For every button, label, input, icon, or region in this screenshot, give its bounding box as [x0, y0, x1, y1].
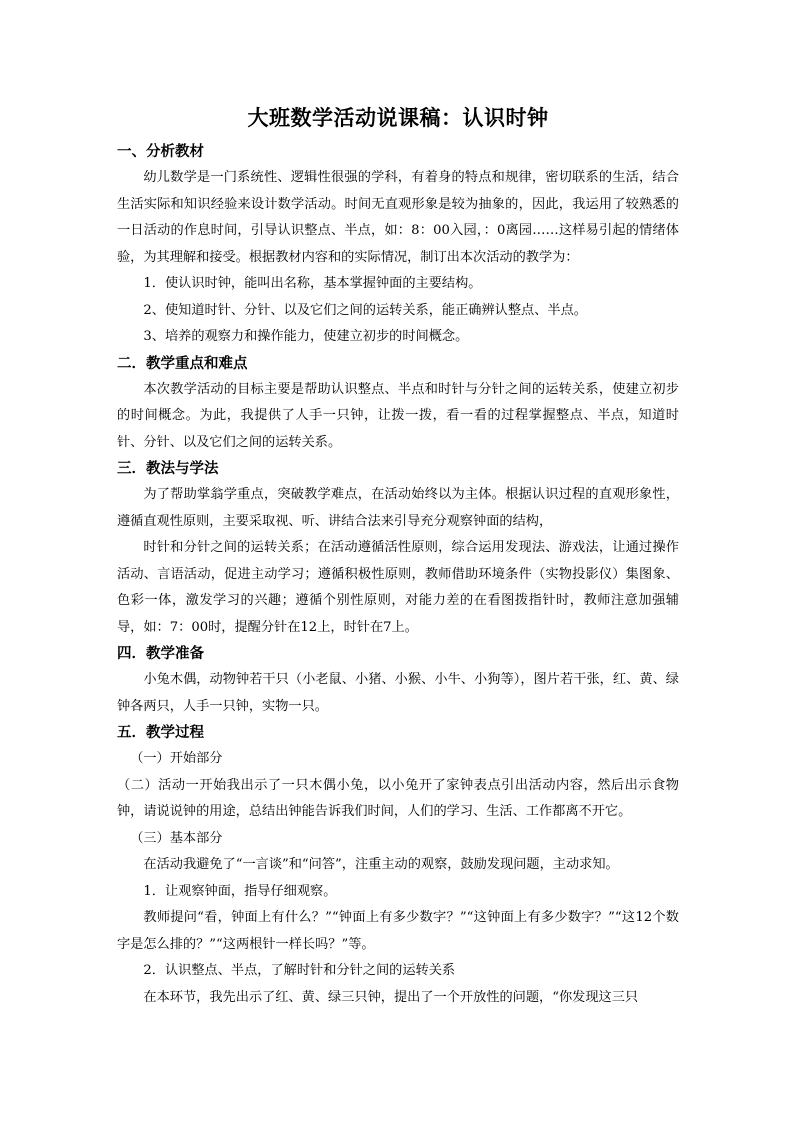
section-heading: 二．教学重点和难点 — [117, 354, 248, 372]
goal-item: 3、培养的观察力和操作能力，使建立初步的时间概念。 — [143, 329, 469, 344]
paragraph: （二）活动一开始我出示了一只木偶小兔，以小兔开了家钟表点引出活动内容，然后出示食物钟，请说说钟的用途，总结出钟能告诉我们时间，人们的学习、生活、工作都离不开它。 — [117, 777, 679, 819]
document-title: 大班数学活动说课稿：认识时钟 — [247, 105, 549, 130]
paragraph: 为了帮助掌翁学重点，突破教学难点，在活动始终以为主体。根据认识过程的直观形象性，遵循直观性原则，主要采取视、听、讲结合法来引导充分观察钟面的结构， — [117, 487, 679, 529]
section-key-points — [117, 351, 679, 457]
paragraph: 本次教学活动的目标主要是帮助认识整点、半点和时针与分针之间的运转关系，使建立初步的时间概念。为此，我提供了人手一只钟，让拨一拨，看一看的过程掌握整点、半点，知道时针、分针、以及它们之间的运转关系。 — [117, 381, 679, 450]
paragraph: 在本环节，我先出示了红、黄、绿三只钟，提出了一个开放性的问题，“你发现这三只 — [143, 989, 639, 1005]
subsection-label: （一）开始部分 — [130, 751, 223, 766]
section-methods — [117, 456, 679, 641]
paragraph: 小兔木偶，动物钟若干只（小老鼠、小猪、小猴、小牛、小狗等），图片若干张，红、黄、绿钟各两只，人手一只钟，实物一只。 — [117, 672, 679, 714]
paragraph: 幼儿数学是一门系统性、逻辑性很强的学科，有着身的特点和规律，密切联系的生活，结合生活实际和知识经验来设计数学活动。时间无直观形象是较为抽象的，因此，我运用了较熟悉的一日活动的作息时间，引导认识整点、半点，如：8：00入园，：0离园……这样易引起的情绪体验，为其理解和接受。根据教材内容和的实际情况，制订出本次活动的教学为： — [117, 170, 679, 265]
section-analysis — [117, 139, 679, 351]
document-page — [117, 103, 679, 1011]
section-preparation — [117, 641, 679, 720]
section-heading: 三．教法与学法 — [117, 460, 219, 477]
section-process — [117, 720, 679, 1011]
subsection-label: （三）基本部分 — [130, 830, 223, 846]
section-heading: 五．教学过程 — [117, 724, 204, 741]
paragraph: 教师提问“看，钟面上有什么？”“钟面上有多少数字？”“这钟面上有多少数字？”“这12个数字是怎么排的？”“这两根针一样长吗？”等。 — [117, 910, 679, 952]
paragraph: 时针和分针之间的运转关系；在活动遵循活性原则，综合运用发现法、游戏法，让通过操作活动、言语活动，促进主动学习；遵循积极性原则，教师借助环境条件（实物投影仪）集图象、色彩一体，激发学习的兴趣；遵循个别性原则，对能力差的在看图拨指针时，教师注意加强辅导，如：7：00时，提醒分针在12上，时针在7上。 — [117, 540, 679, 635]
section-heading: 四．教学准备 — [117, 645, 204, 662]
step-item: 2．认识整点、半点，了解时针和分针之间的运转关系 — [143, 963, 456, 978]
section-heading: 一、分析教材 — [117, 143, 204, 160]
goal-item: 2、使知道时针、分针、以及它们之间的运转关系，能正确辨认整点、半点。 — [143, 302, 587, 318]
step-item: 1．让观察钟面，指导仔细观察。 — [143, 883, 337, 899]
goal-item: 1．使认识时钟，能叫出名称，基本掌握钟面的主要结构。 — [143, 276, 482, 291]
paragraph: 在活动我避免了“一言谈”和“问答”，注重主动的观察，鼓励发现问题，主动求知。 — [143, 857, 619, 872]
